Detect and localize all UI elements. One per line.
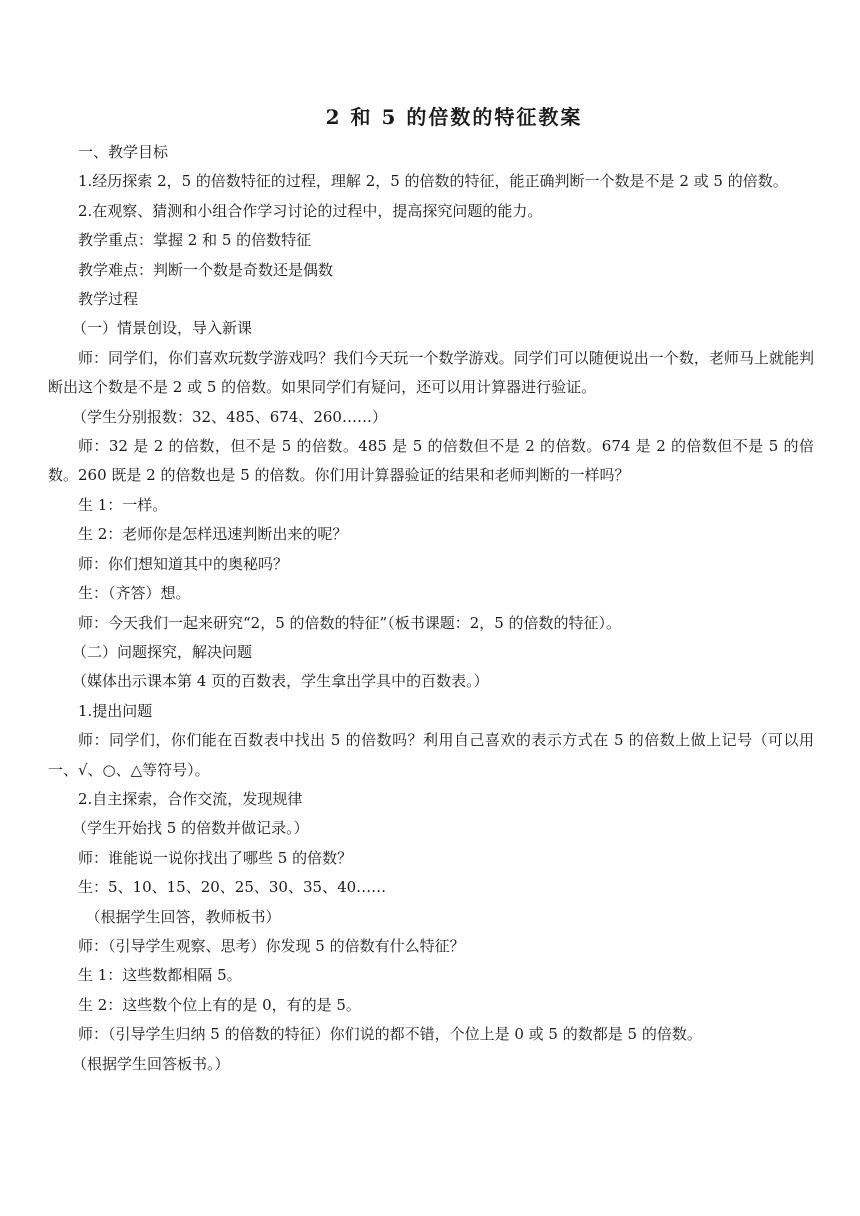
paragraph: 师：（引导学生观察、思考）你发现 5 的倍数有什么特征？: [78, 936, 465, 955]
paragraph: 教学过程: [78, 290, 139, 309]
paragraph: （一）情景创设，导入新课: [72, 319, 253, 338]
paragraph: 生：（齐答）想。: [78, 584, 191, 603]
paragraph: （学生分别报数：32、485、674、260……）: [72, 407, 387, 426]
paragraph: （学生开始找 5 的倍数并做记录。）: [72, 819, 309, 838]
paragraph: 生 1：这些数都相隔 5。: [78, 966, 242, 985]
paragraph: 2.自主探索，合作交流，发现规律: [78, 789, 303, 808]
paragraph: 教学重点：掌握 2 和 5 的倍数特征: [78, 231, 312, 250]
paragraph: （根据学生回答板书。）: [72, 1054, 230, 1073]
paragraph: 生 2：老师你是怎样迅速判断出来的呢？: [78, 525, 348, 544]
paragraph: 教学难点：判断一个数是奇数还是偶数: [78, 260, 334, 279]
document-body: [48, 138, 814, 1079]
paragraph: 师：谁能说一说你找出了哪些 5 的倍数？: [78, 848, 353, 867]
paragraph: 师：今天我们一起来研究“2，5 的倍数的特征”（板书课题：2，5 的倍数的特征）。: [78, 613, 622, 632]
paragraph: 师：同学们，你们喜欢玩数学游戏吗？我们今天玩一个数学游戏。同学们可以随便说出一个数，老师马上就能判断出这个数是不是 2 或 5 的倍数。如果同学们有疑问，还可以用计算器进行验证。: [48, 348, 814, 397]
paragraph: 生 1：一样。: [78, 495, 168, 514]
paragraph: 师：32 是 2 的倍数，但不是 5 的倍数。485 是 5 的倍数但不是 2 的倍数。674 是 2 的倍数但不是 5 的倍数。260 既是 2 的倍数也是 5 的倍数。你们用计算器验证的结果和老师判断的一样吗？: [48, 437, 814, 485]
paragraph: 师：（引导学生归纳 5 的倍数的特征）你们说的都不错，个位上是 0 或 5 的数都是 5 的倍数。: [78, 1025, 702, 1044]
paragraph: （媒体出示课本第 4 页的百数表，学生拿出学具中的百数表。）: [72, 672, 489, 691]
paragraph: 2.在观察、猜测和小组合作学习讨论的过程中，提高探究问题的能力。: [78, 201, 543, 220]
paragraph: （根据学生回答，教师板书）: [85, 907, 281, 926]
paragraph: 1.经历探索 2，5 的倍数特征的过程，理解 2，5 的倍数的特征，能正确判断一个数是不是 2 或 5 的倍数。: [78, 172, 788, 191]
paragraph: 生：5、10、15、20、25、30、35、40……: [78, 878, 387, 897]
paragraph: 1.提出问题: [78, 701, 153, 720]
paragraph: 师：你们想知道其中的奥秘吗？: [78, 554, 289, 573]
paragraph: 师：同学们，你们能在百数表中找出 5 的倍数吗？利用自己喜欢的表示方式在 5 的倍数上做上记号（可以用一、√、○、△等符号）。: [48, 731, 814, 779]
document-title: 2 和 5 的倍数的特征教案: [325, 105, 583, 129]
paragraph: 一、教学目标: [78, 143, 169, 161]
paragraph: 生 2：这些数个位上有的是 0，有的是 5。: [78, 995, 361, 1014]
paragraph: （二）问题探究，解决问题: [72, 642, 253, 661]
